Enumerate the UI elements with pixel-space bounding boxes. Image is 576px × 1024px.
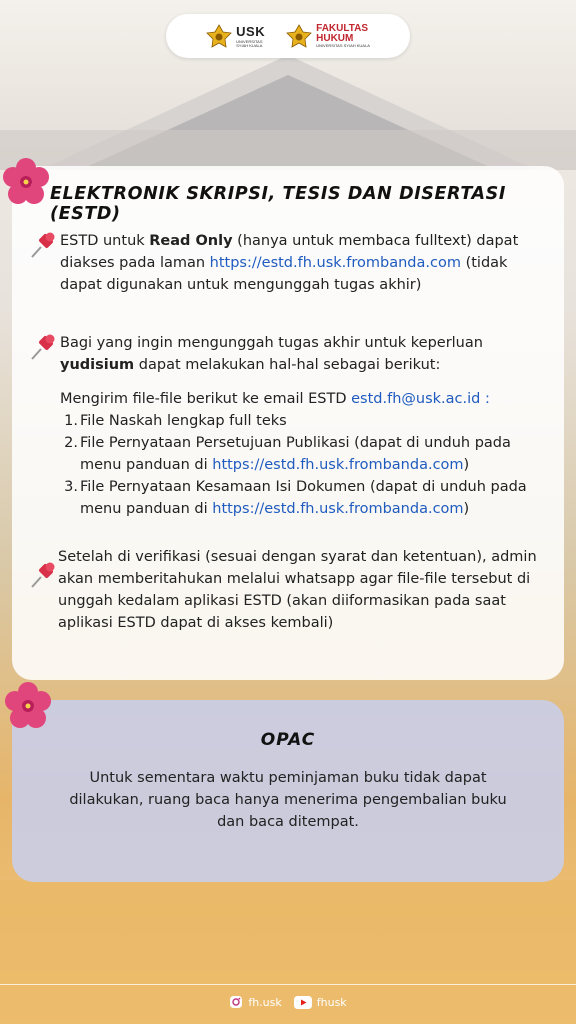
- instagram-icon: [229, 995, 243, 1009]
- list-item: 1. File Naskah lengkap full teks: [64, 413, 287, 429]
- pushpin-icon: [28, 560, 58, 590]
- fh-logo-line1: FAKULTAS: [316, 23, 368, 34]
- estd-section-title: ELEKTRONIK SKRIPSI, TESIS DAN DISERTASI (ESTD): [50, 184, 506, 224]
- estd-item-verification: Setelah di verifikasi (sesuai dengan syarat dan ketentuan), admin akan memberitahukan melalui whatsapp agar file-file tersebut di unggah kedalam aplikasi ESTD (akan diiformasikan pada saat aplikasi ESTD dapat di akses kembali): [58, 549, 537, 631]
- email-line: Mengirim file-file berikut ke email ESTD estd.fh@usk.ac.id :: [60, 391, 490, 407]
- usk-emblem-icon: [206, 23, 232, 49]
- usk-logo-name: USK: [236, 23, 266, 39]
- estd-item-read-only: ESTD untuk Read Only (hanya untuk membaca fulltext) dapat diakses pada laman https://estd.fh.usk.frombanda.com (tidak dapat digunakan untuk mengunggah tugas akhir): [60, 233, 519, 293]
- fh-emblem-icon: [286, 23, 312, 49]
- list-item: 2. File Pernyataan Persetujuan Publikasi (dapat di unduh pada menu panduan di https://estd.fh.usk.frombanda.com): [64, 435, 511, 473]
- header-logo-bar: [166, 14, 410, 58]
- opac-text: Untuk sementara waktu peminjaman buku tidak dapat dilakukan, ruang baca hanya menerima pengembalian buku dan baca ditempat.: [69, 770, 507, 830]
- estd-email-instructions: [60, 388, 556, 520]
- footer-divider: [0, 984, 576, 985]
- opac-title: OPAC: [260, 730, 316, 750]
- usk-logo: [206, 23, 272, 49]
- read-only-bold: Read Only: [149, 233, 233, 249]
- youtube-handle: fhusk: [316, 995, 347, 1009]
- fh-logo: [286, 23, 370, 49]
- instagram-link[interactable]: [229, 995, 281, 1009]
- estd-link-1[interactable]: https://estd.fh.usk.frombanda.com: [209, 255, 461, 271]
- fh-logo-subtitle: UNIVERSITAS SYIAH KUALA: [316, 43, 370, 48]
- estd-email-link[interactable]: estd.fh@usk.ac.id :: [351, 391, 490, 407]
- usk-logo-subtitle: UNIVERSITAS SYIAH KUALA: [236, 38, 263, 48]
- footer-social: [0, 992, 576, 1012]
- yudisium-bold: yudisium: [60, 357, 135, 373]
- list-item: 3. File Pernyataan Kesamaan Isi Dokumen (dapat di unduh pada menu panduan di https://estd.fh.usk.frombanda.com): [64, 479, 527, 517]
- youtube-link[interactable]: [294, 996, 347, 1009]
- instagram-handle: fh.usk: [248, 995, 282, 1009]
- estd-link-3[interactable]: https://estd.fh.usk.frombanda.com: [212, 501, 464, 517]
- estd-item-upload: Bagi yang ingin mengunggah tugas akhir untuk keperluan yudisium dapat melakukan hal-hal sebagai berikut:: [60, 335, 483, 373]
- pushpin-icon: [28, 230, 58, 260]
- pushpin-icon: [28, 332, 58, 362]
- youtube-icon: [294, 996, 312, 1009]
- hibiscus-flower-icon: [0, 156, 52, 208]
- hibiscus-flower-icon: [2, 680, 54, 732]
- fh-logo-line2: HUKUM: [316, 33, 354, 44]
- estd-link-2[interactable]: https://estd.fh.usk.frombanda.com: [212, 457, 464, 473]
